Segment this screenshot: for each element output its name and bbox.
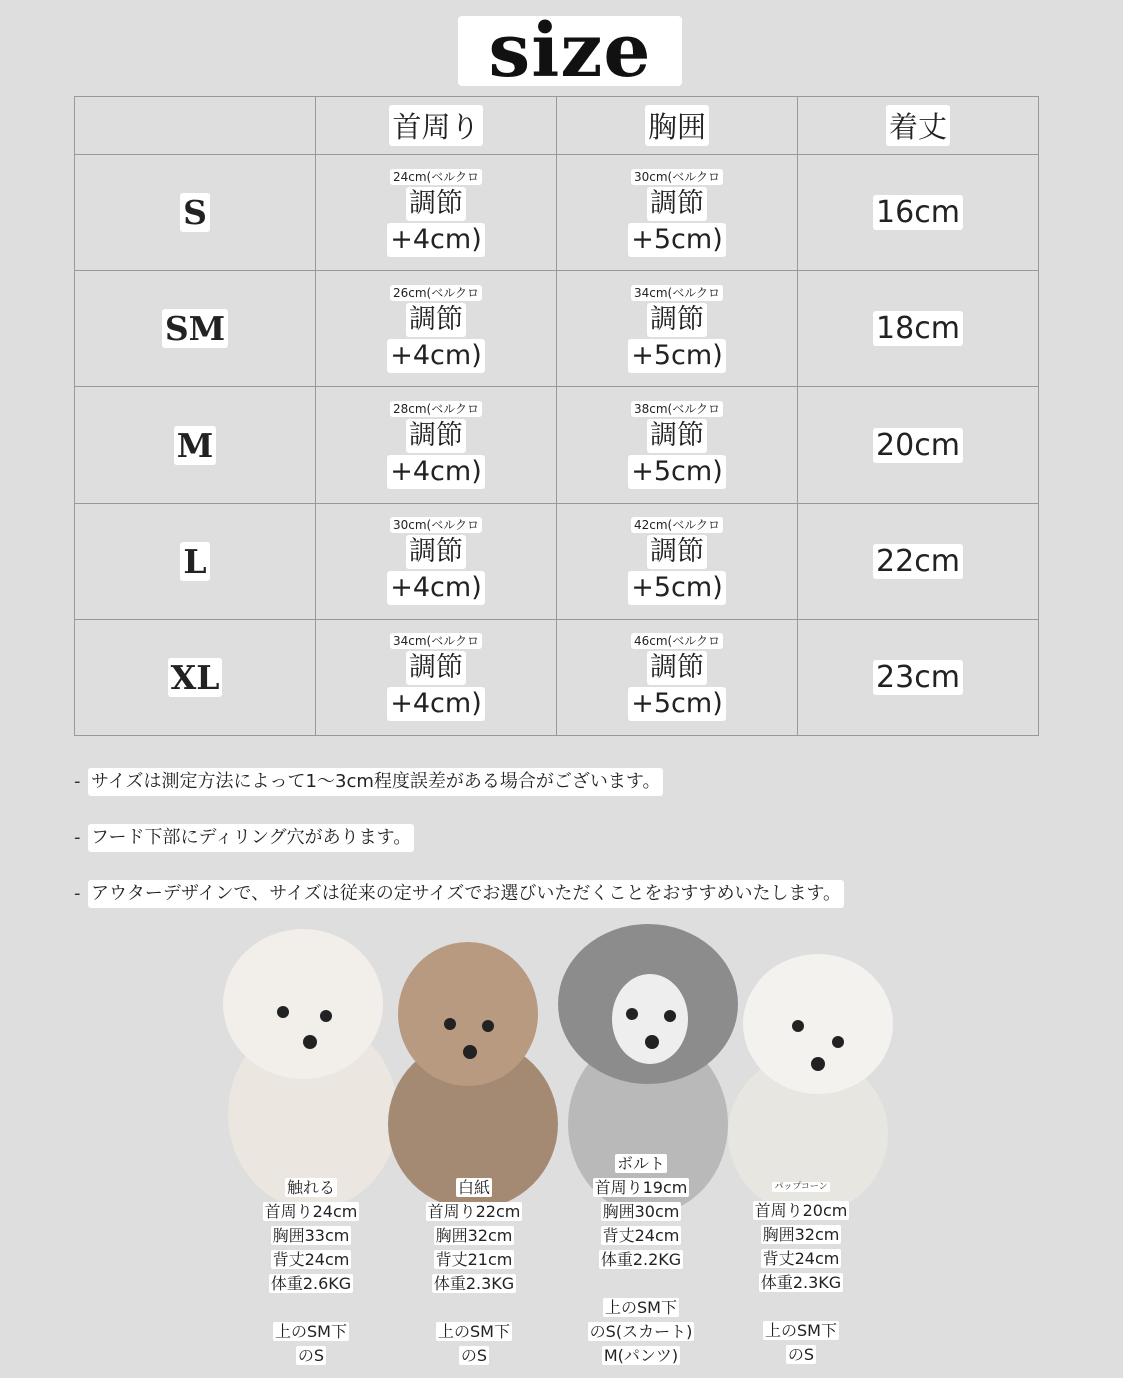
size-label: S (180, 193, 210, 232)
chest-adjust-value: +5cm) (628, 223, 725, 257)
chest-cell (557, 387, 798, 503)
chest-note: 38cm(ベルクロ (631, 401, 723, 417)
length-value: 22cm (873, 544, 963, 579)
note-item (74, 824, 1074, 852)
chest-adjust-value: +5cm) (628, 455, 725, 489)
dog-size-note: のS (297, 1346, 325, 1365)
chest-cell (557, 503, 798, 619)
neck-adjust-value: +4cm) (387, 223, 484, 257)
neck-adjust-value: +4cm) (387, 687, 484, 721)
neck-note: 30cm(ベルクロ (390, 517, 482, 533)
dog-measurement: 体重2.2KG (600, 1250, 682, 1269)
dog-measurement: 体重2.3KG (760, 1273, 842, 1292)
table-row (75, 155, 1039, 271)
neck-note: 34cm(ベルクロ (390, 633, 482, 649)
chest-adjust-value: +5cm) (628, 571, 725, 605)
chest-note: 30cm(ベルクロ (631, 169, 723, 185)
table-row (75, 503, 1039, 619)
note-dash: - (74, 771, 81, 792)
header-label: 胸囲 (645, 105, 709, 146)
dog-size-note: 上のSM下 (605, 1298, 677, 1317)
header-cell-neck (316, 97, 557, 155)
header-label: 着丈 (886, 105, 950, 146)
neck-cell (316, 503, 557, 619)
chest-note: 46cm(ベルクロ (631, 633, 723, 649)
header-cell-length (798, 97, 1039, 155)
neck-cell (316, 155, 557, 271)
dog-size-note: のS (787, 1345, 815, 1364)
chest-adjust-value: +5cm) (628, 687, 725, 721)
dog-measurement: 首周り22cm (427, 1202, 521, 1221)
chest-adjust-value: +5cm) (628, 339, 725, 373)
length-value: 18cm (873, 311, 963, 346)
size-cell (75, 155, 316, 271)
neck-note: 24cm(ベルクロ (390, 169, 482, 185)
size-label: M (174, 426, 217, 465)
dogs-photo (218, 914, 898, 1214)
neck-adjust-label: 調節 (406, 303, 466, 337)
chest-note: 42cm(ベルクロ (631, 517, 723, 533)
dog-size-note: 上のSM下 (275, 1322, 347, 1341)
size-cell (75, 387, 316, 503)
dog-size-note: 上のSM下 (438, 1322, 510, 1341)
chest-adjust-label: 調節 (647, 419, 707, 453)
neck-cell (316, 271, 557, 387)
dog-measurement: 胸囲33cm (272, 1226, 350, 1245)
table-row (75, 619, 1039, 735)
header-cell-empty (75, 97, 316, 155)
dog-measurement: 胸囲32cm (762, 1225, 840, 1244)
dog-size-note: のS (460, 1346, 488, 1365)
size-cell (75, 271, 316, 387)
neck-adjust-label: 調節 (406, 535, 466, 569)
chest-note: 34cm(ベルクロ (631, 285, 723, 301)
dog-name: ボルト (616, 1154, 665, 1173)
dog-label-4 (736, 1172, 866, 1367)
chest-cell (557, 271, 798, 387)
note-item (74, 768, 1074, 796)
neck-cell (316, 387, 557, 503)
note-item (74, 880, 1074, 908)
dog-label-2 (404, 1176, 544, 1368)
neck-note: 26cm(ベルクロ (390, 285, 482, 301)
table-row (75, 271, 1039, 387)
dog-size-note: 上のSM下 (765, 1321, 837, 1340)
neck-adjust-label: 調節 (406, 187, 466, 221)
table-header-row (75, 97, 1039, 155)
dog-measurement: 首周り24cm (264, 1202, 358, 1221)
neck-adjust-value: +4cm) (387, 455, 484, 489)
note-text: アウターデザインで、サイズは従来の定サイズでお選びいただくことをおすすめいたします。 (88, 880, 844, 908)
table-row (75, 387, 1039, 503)
length-value: 16cm (873, 195, 963, 230)
dog-measurement: 背丈24cm (272, 1250, 350, 1269)
length-cell (798, 271, 1039, 387)
neck-adjust-value: +4cm) (387, 571, 484, 605)
dog-name: 触れる (286, 1178, 335, 1197)
neck-note: 28cm(ベルクロ (390, 401, 482, 417)
page-title: size (458, 16, 682, 86)
header-label: 首周り (389, 105, 482, 146)
note-text: フード下部にディリング穴があります。 (88, 824, 414, 852)
dog-measurement: 胸囲30cm (602, 1202, 680, 1221)
dog-name: 白紙 (457, 1178, 490, 1197)
note-dash: - (74, 883, 81, 904)
notes-section (74, 768, 1074, 936)
dog-measurement: 体重2.3KG (433, 1274, 515, 1293)
size-label: XL (168, 658, 223, 697)
neck-adjust-label: 調節 (406, 419, 466, 453)
size-label: L (180, 542, 209, 581)
dog-label-3 (566, 1152, 716, 1368)
header-cell-chest (557, 97, 798, 155)
neck-cell (316, 619, 557, 735)
dog-measurement: 背丈24cm (762, 1249, 840, 1268)
note-text: サイズは測定方法によって1〜3cm程度誤差がある場合がございます。 (88, 768, 663, 796)
length-cell (798, 503, 1039, 619)
length-cell (798, 619, 1039, 735)
dog-label-1 (246, 1176, 376, 1368)
chest-adjust-label: 調節 (647, 651, 707, 685)
dog-size-note: M(パンツ) (603, 1346, 679, 1365)
length-value: 23cm (873, 660, 963, 695)
dog-1-image (223, 929, 398, 1209)
chest-cell (557, 619, 798, 735)
dog-measurement: 首周り20cm (754, 1201, 848, 1220)
length-cell (798, 155, 1039, 271)
neck-adjust-label: 調節 (406, 651, 466, 685)
chest-adjust-label: 調節 (647, 303, 707, 337)
length-cell (798, 387, 1039, 503)
dog-2-image (388, 942, 558, 1209)
dog-measurement: 背丈24cm (602, 1226, 680, 1245)
chest-adjust-label: 調節 (647, 187, 707, 221)
chest-adjust-label: 調節 (647, 535, 707, 569)
size-table (74, 96, 1039, 736)
dog-size-note: のS(スカート) (589, 1322, 693, 1341)
dog-name: パップコーン (774, 1182, 828, 1192)
note-dash: - (74, 827, 81, 848)
neck-adjust-value: +4cm) (387, 339, 484, 373)
length-value: 20cm (873, 428, 963, 463)
size-cell (75, 503, 316, 619)
dog-measurement: 背丈21cm (435, 1250, 513, 1269)
dog-measurement: 首周り19cm (594, 1178, 688, 1197)
chest-cell (557, 155, 798, 271)
size-cell (75, 619, 316, 735)
size-label: SM (162, 309, 228, 348)
dog-measurement: 胸囲32cm (435, 1226, 513, 1245)
dog-measurement: 体重2.6KG (270, 1274, 352, 1293)
